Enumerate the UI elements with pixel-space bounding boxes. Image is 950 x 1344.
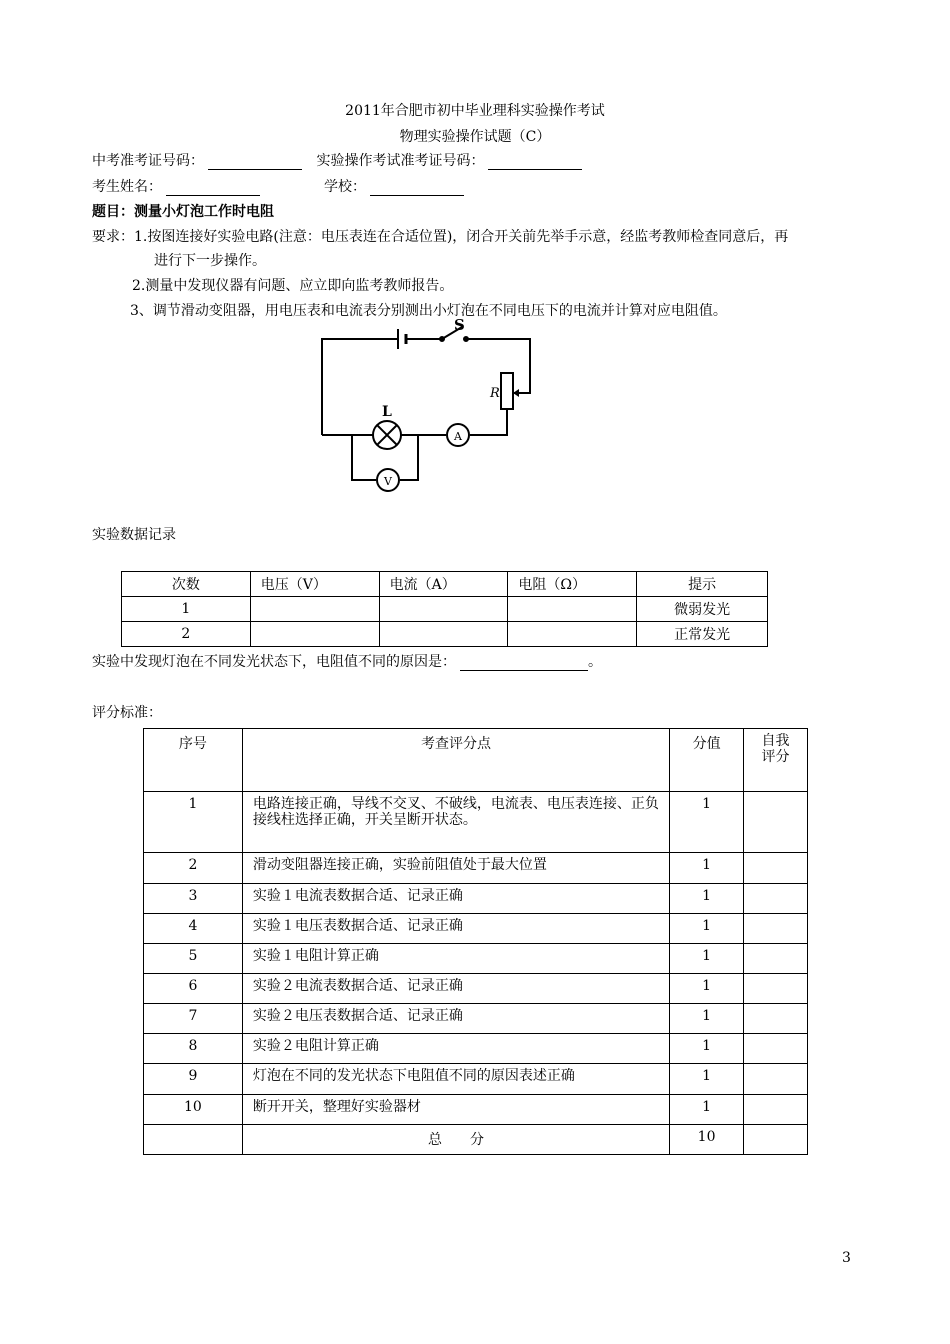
item-number: 4 [144,914,243,944]
criterion-cell: 实验２电流表数据合适、记录正确 [242,974,669,1004]
scoring-header-row [144,729,808,792]
header-cell: 序号 [144,729,243,792]
self-score-cell[interactable] [744,1034,808,1064]
exam-subtitle: 物理实验操作试题（C） [399,129,551,145]
table-row [144,914,808,944]
reason-answer-field[interactable] [460,670,588,671]
header-cell: 分值 [670,729,744,792]
data-table-header-row [122,572,768,597]
topic [92,201,274,221]
table-row [144,792,808,853]
header-cell: 考查评分点 [242,729,669,792]
self-score-header-cell [744,729,808,792]
scoring-table [143,728,808,1155]
hint-cell: 正常发光 [637,622,768,647]
self-score-cell[interactable] [744,884,808,914]
table-row [144,1034,808,1064]
item-number: 1 [144,792,243,853]
table-row [144,853,808,884]
resistance-cell[interactable] [508,597,637,622]
scoring-heading: 评分标准： [92,705,162,721]
item-number: 8 [144,1034,243,1064]
item-number: 6 [144,974,243,1004]
data-table [121,571,768,647]
points-cell: 1 [670,914,744,944]
wire-voltmeter-left [352,435,376,480]
total-label: 总 分 [242,1125,669,1155]
exam-id-label: 中考准考证号码： [92,153,204,169]
total-empty-cell [144,1125,243,1155]
header-cell: 电阻（Ω） [508,572,637,597]
table-row [122,597,768,622]
trial-number: 1 [122,597,251,622]
requirement-1-line-2: 进行下一步操作。 [154,253,266,269]
switch-label: S [454,316,465,334]
reason-question-row [92,651,602,671]
rheostat-body [501,373,513,409]
voltage-cell[interactable] [250,597,379,622]
voltage-cell[interactable] [250,622,379,647]
table-row [144,1095,808,1125]
table-row [144,974,808,1004]
trial-number: 2 [122,622,251,647]
name-label: 考生姓名： [92,179,162,195]
criterion-cell: 实验２电阻计算正确 [242,1034,669,1064]
points-cell: 1 [670,1034,744,1064]
reason-question: 实验中发现灯泡在不同发光状态下，电阻值不同的原因是： [92,654,456,670]
current-cell[interactable] [379,597,508,622]
self-score-cell[interactable] [744,914,808,944]
points-cell: 1 [670,792,744,853]
self-score-cell[interactable] [744,1004,808,1034]
table-row [144,1064,808,1095]
self-score-cell[interactable] [744,944,808,974]
item-number: 7 [144,1004,243,1034]
ammeter-label: A [454,430,462,443]
voltmeter-label: V [384,475,392,488]
criterion-cell: 实验１电阻计算正确 [242,944,669,974]
circuit-diagram [300,315,560,500]
requirement-2: 2.测量中发现仪器有问题、应立即向监考教师报告。 [132,278,454,294]
self-score-cell[interactable] [744,792,808,853]
item-number: 10 [144,1095,243,1125]
header-cell: 提示 [637,572,768,597]
lab-exam-id-label: 实验操作考试准考证号码： [316,153,485,169]
points-cell: 1 [670,944,744,974]
wire-voltmeter-right [400,435,418,480]
header-cell: 次数 [122,572,251,597]
table-row [144,1004,808,1034]
criterion-cell: 电路连接正确，导线不交叉、不破线，电流表、电压表连接、正负接线柱选择正确，开关呈断开状态。 [242,792,669,853]
criterion-cell: 实验１电流表数据合适、记录正确 [242,884,669,914]
criterion-cell: 灯泡在不同的发光状态下电阻值不同的原因表述正确 [242,1064,669,1095]
item-number: 2 [144,853,243,884]
data-record-heading: 实验数据记录 [92,527,176,543]
current-cell[interactable] [379,622,508,647]
wire-switch-rheostat [466,339,530,393]
requirement-1-line-1: 要求：1.按图连接好实验电路(注意：电压表连在合适位置)，闭合开关前先举手示意，经监考教师检查同意后，再 [92,229,789,245]
points-cell: 1 [670,974,744,1004]
rheostat-label: R [490,386,500,401]
hint-cell: 微弱发光 [637,597,768,622]
criterion-cell: 实验１电压表数据合适、记录正确 [242,914,669,944]
wire-rheostat-ammeter [470,409,507,435]
self-score-cell[interactable] [744,974,808,1004]
criterion-cell: 滑动变阻器连接正确，实验前阻值处于最大位置 [242,853,669,884]
table-row [144,944,808,974]
exam-id-field[interactable] [208,169,302,170]
item-number: 3 [144,884,243,914]
item-number: 5 [144,944,243,974]
name-field[interactable] [166,195,260,196]
header-cell: 电压（V） [250,572,379,597]
school-label: 学校： [324,179,366,195]
criterion-cell: 断开开关，整理好实验器材 [242,1095,669,1125]
points-cell: 1 [670,1064,744,1095]
exam-title: 2011年合肥市初中毕业理科实验操作考试 [345,103,605,119]
lab-exam-id-field[interactable] [488,169,582,170]
self-score-cell[interactable] [744,1095,808,1125]
table-row [144,884,808,914]
topic-title: 测量小灯泡工作时电阻 [134,204,274,220]
criterion-cell: 实验２电压表数据合适、记录正确 [242,1004,669,1034]
exam-id-row [92,150,582,170]
header-cell: 电流（A） [379,572,508,597]
points-cell: 1 [670,884,744,914]
school-row [324,176,464,196]
points-cell: 1 [670,853,744,884]
resistance-cell[interactable] [508,622,637,647]
self-score-cell[interactable] [744,853,808,884]
total-row [144,1125,808,1155]
topic-label: 题目： [92,204,134,220]
header-cell-text: 自我评分 [761,733,790,765]
total-self-score-cell[interactable] [744,1125,808,1155]
points-cell: 1 [670,1095,744,1125]
reason-question-end: 。 [588,654,602,670]
table-row [122,622,768,647]
page-number: 3 [842,1250,851,1266]
lamp-label: L [382,404,392,420]
requirement-3: 3、调节滑动变阻器，用电压表和电流表分别测出小灯泡在不同电压下的电流并计算对应电阻值。 [130,303,727,319]
points-cell: 1 [670,1004,744,1034]
total-value: 10 [670,1125,744,1155]
school-field[interactable] [370,195,464,196]
self-score-cell[interactable] [744,1064,808,1095]
item-number: 9 [144,1064,243,1095]
name-row [92,176,260,196]
